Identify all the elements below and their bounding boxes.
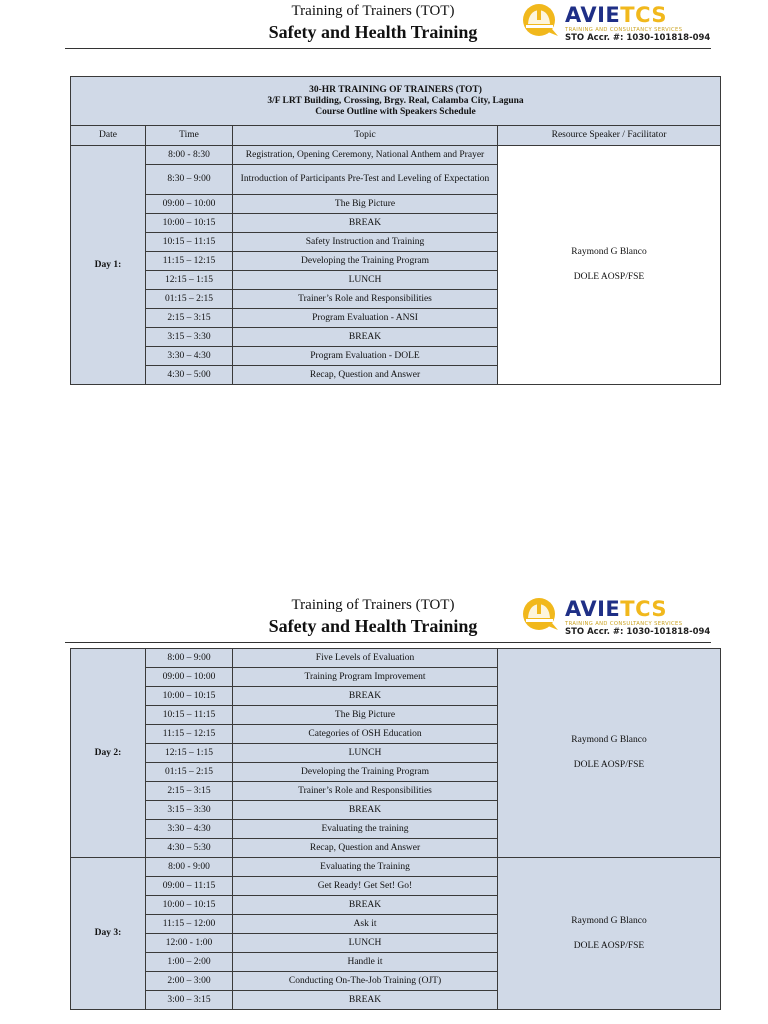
speaker-cell [498,146,721,385]
topic-cell: Training Program Improvement [233,668,498,687]
topic-cell: LUNCH [233,271,498,290]
topic-cell: Evaluating the Training [233,858,498,877]
header-program-title: Training of Trainers (TOT) [291,3,455,19]
topic-cell: Ask it [233,915,498,934]
topic-cell: Program Evaluation - DOLE [233,347,498,366]
topic-cell: Safety Instruction and Training [233,233,498,252]
time-cell: 2:15 – 3:15 [146,309,233,328]
time-cell: 8:30 – 9:00 [146,165,233,195]
time-cell: 8:00 – 9:00 [146,649,233,668]
header-training-title: Safety and Health Training [268,22,478,42]
logo-accreditation: STO Accr. #: 1030-101818-094 [565,33,711,43]
topic-cell: Evaluating the training [233,820,498,839]
time-cell: 01:15 – 2:15 [146,290,233,309]
topic-cell: The Big Picture [233,195,498,214]
day-label: Day 1: [71,146,146,385]
logo-tagline: TRAINING AND CONSULTANCY SERVICES [565,27,683,33]
time-cell: 8:00 - 8:30 [146,146,233,165]
time-cell: 1:00 – 2:00 [146,953,233,972]
company-logo [522,2,712,42]
topic-cell: BREAK [233,801,498,820]
time-cell: 10:00 – 10:15 [146,687,233,706]
col-header-speaker: Resource Speaker / Facilitator [498,126,721,146]
topic-cell: Five Levels of Evaluation [233,649,498,668]
time-cell: 3:30 – 4:30 [146,820,233,839]
topic-cell: LUNCH [233,934,498,953]
hard-hat-logo-icon [522,2,560,38]
speaker-affiliation: DOLE AOSP/FSE [573,940,645,951]
topic-cell: BREAK [233,687,498,706]
time-cell: 11:15 – 12:00 [146,915,233,934]
topic-cell: Conducting On-The-Job Training (OJT) [233,972,498,991]
header-divider [65,642,711,643]
col-header-date: Date [71,126,146,146]
topic-cell: Developing the Training Program [233,252,498,271]
time-cell: 3:15 – 3:30 [146,328,233,347]
header-program-title: Training of Trainers (TOT) [291,597,455,613]
topic-cell: Developing the Training Program [233,763,498,782]
topic-cell: Introduction of Participants Pre-Test and Leveling of Expectation [233,165,498,195]
table-row [71,146,721,165]
topic-cell: Trainer’s Role and Responsibilities [233,782,498,801]
table-title-line3: Course Outline with Speakers Schedule [315,106,476,117]
time-cell: 01:15 – 2:15 [146,763,233,782]
header-divider [65,48,711,49]
time-cell: 3:15 – 3:30 [146,801,233,820]
time-cell: 2:00 – 3:00 [146,972,233,991]
header-training-title: Safety and Health Training [268,616,478,636]
speaker-name: Raymond G Blanco [571,735,647,745]
col-header-topic: Topic [233,126,498,146]
topic-cell: BREAK [233,991,498,1010]
time-cell: 09:00 – 10:00 [146,668,233,687]
table-title [71,77,721,126]
table-row [71,858,721,877]
topic-cell: BREAK [233,214,498,233]
time-cell: 11:15 – 12:15 [146,252,233,271]
topic-cell: Trainer’s Role and Responsibilities [233,290,498,309]
time-cell: 12:00 - 1:00 [146,934,233,953]
page2-header [0,594,768,646]
topic-cell: Registration, Opening Ceremony, National Anthem and Prayer [233,146,498,165]
time-cell: 11:15 – 12:15 [146,725,233,744]
topic-cell: Recap, Question and Answer [233,366,498,385]
company-logo [522,596,712,636]
time-cell: 4:30 – 5:30 [146,839,233,858]
logo-brand: AVIETCS [565,597,668,621]
hard-hat-logo-icon [522,596,560,632]
topic-cell: The Big Picture [233,706,498,725]
table-row [71,649,721,668]
topic-cell: BREAK [233,328,498,347]
topic-cell: Recap, Question and Answer [233,839,498,858]
time-cell: 10:15 – 11:15 [146,706,233,725]
time-cell: 2:15 – 3:15 [146,782,233,801]
time-cell: 09:00 – 10:00 [146,195,233,214]
logo-accreditation: STO Accr. #: 1030-101818-094 [565,627,711,637]
table-title-line1: 30-HR TRAINING OF TRAINERS (TOT) [309,84,482,95]
speaker-affiliation: DOLE AOSP/FSE [573,760,645,770]
speaker-name: Raymond G Blanco [571,915,647,926]
speaker-cell [498,649,721,858]
time-cell: 3:00 – 3:15 [146,991,233,1010]
speaker-name: Raymond G Blanco [571,247,647,257]
time-cell: 4:30 – 5:00 [146,366,233,385]
speaker-cell [498,858,721,1010]
time-cell: 8:00 - 9:00 [146,858,233,877]
time-cell: 12:15 – 1:15 [146,271,233,290]
time-cell: 09:00 – 11:15 [146,877,233,896]
topic-cell: Program Evaluation - ANSI [233,309,498,328]
speaker-affiliation: DOLE AOSP/FSE [573,272,645,282]
time-cell: 10:15 – 11:15 [146,233,233,252]
topic-cell: Handle it [233,953,498,972]
time-cell: 10:00 – 10:15 [146,214,233,233]
table-title-line2: 3/F LRT Building, Crossing, Brgy. Real, Calamba City, Laguna [267,95,524,106]
page1-header [0,0,768,52]
time-cell: 12:15 – 1:15 [146,744,233,763]
day-label: Day 3: [71,858,146,1010]
topic-cell: BREAK [233,896,498,915]
time-cell: 3:30 – 4:30 [146,347,233,366]
day-label: Day 2: [71,649,146,858]
topic-cell: Categories of OSH Education [233,725,498,744]
topic-cell: Get Ready! Get Set! Go! [233,877,498,896]
time-cell: 10:00 – 10:15 [146,896,233,915]
logo-brand: AVIETCS [565,3,668,27]
logo-tagline: TRAINING AND CONSULTANCY SERVICES [565,621,683,627]
schedule-table-day2-day3 [70,648,721,1010]
schedule-table-day1 [70,76,721,385]
col-header-time: Time [146,126,233,146]
topic-cell: LUNCH [233,744,498,763]
